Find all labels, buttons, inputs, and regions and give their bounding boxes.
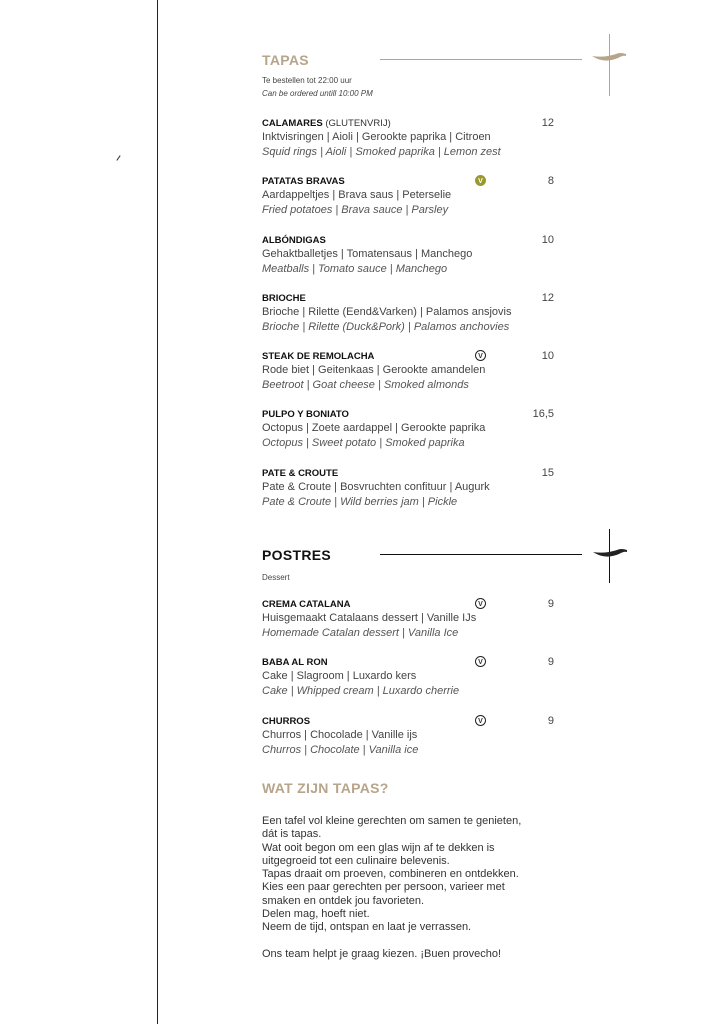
chili-pepper-icon — [591, 546, 631, 562]
item-name — [262, 234, 554, 247]
vegan-icon: V — [475, 175, 486, 186]
tapas-subtitle-nl: Te bestellen tot 22:00 uur — [262, 76, 352, 85]
menu-item — [262, 117, 554, 175]
item-description-nl: Pate & Croute | Bosvruchten confituur | Augurk — [262, 480, 490, 493]
item-price: 10 — [541, 233, 554, 246]
item-price: 16,5 — [532, 408, 554, 421]
about-line: Wat ooit begon om een glas wijn af te dekken is — [262, 841, 495, 854]
item-name-note: (GLUTENVRIJ) — [322, 118, 391, 129]
item-name-text: PATATAS BRAVAS — [262, 176, 345, 188]
item-description-nl: Rode biet | Geitenkaas | Gerookte amandelen — [262, 364, 486, 377]
tapas-title: TAPAS — [262, 52, 309, 68]
item-name — [262, 292, 554, 305]
item-price: 12 — [541, 291, 554, 304]
item-price: 9 — [547, 598, 554, 610]
item-name-text: CALAMARES — [262, 118, 323, 129]
item-description-en: Pate & Croute | Wild berries jam | Pickle — [262, 495, 458, 508]
item-name-text: PATE & CROUTE — [262, 467, 339, 479]
item-name-text: BRIOCHE — [262, 292, 306, 304]
menu-item — [262, 292, 554, 350]
item-price: 15 — [541, 466, 554, 479]
page-margin-line — [157, 0, 158, 1024]
item-name — [262, 598, 554, 611]
item-name-text: ALBÓNDIGAS — [262, 234, 326, 246]
menu-item — [262, 350, 554, 408]
item-description-nl: Churros | Chocolade | Vanille ijs — [262, 728, 418, 741]
item-description-en: Meatballs | Tomato sauce | Manchego — [262, 262, 448, 275]
about-line: smaken en ontdek jou favorieten. — [262, 894, 425, 907]
item-name — [262, 408, 554, 421]
item-description-en: Squid rings | Aioli | Smoked paprika | Lemon zest — [262, 146, 501, 158]
chili-pepper-icon — [590, 50, 630, 66]
about-line: Delen mag, hoeft niet. — [262, 908, 370, 921]
item-price: 10 — [541, 350, 554, 363]
menu-item — [262, 408, 554, 466]
item-price: 9 — [547, 656, 554, 669]
vegetarian-icon: V — [475, 715, 486, 726]
menu-item — [262, 656, 554, 714]
item-price: 12 — [541, 117, 554, 129]
about-line — [262, 935, 562, 948]
about-text — [262, 815, 562, 961]
item-name-text: PULPO Y BONIATO — [262, 409, 349, 421]
about-title: WAT ZIJN TAPAS? — [262, 780, 389, 796]
item-description-en: Churros | Chocolate | Vanilla ice — [262, 743, 419, 756]
about-line: dát is tapas. — [262, 828, 322, 841]
item-name — [262, 117, 554, 130]
item-description-en: Homemade Catalan dessert | Vanilla Ice — [262, 627, 459, 639]
item-name — [262, 656, 554, 669]
vegetarian-icon: V — [475, 598, 486, 609]
postres-title: POSTRES — [262, 547, 332, 563]
vegetarian-icon: V — [475, 656, 486, 667]
item-name-text: BABA AL RON — [262, 657, 328, 669]
item-description-nl: Huisgemaakt Catalaans dessert | Vanille IJs — [262, 612, 477, 624]
item-name — [262, 467, 554, 480]
item-price: 9 — [547, 714, 554, 727]
menu-item — [262, 715, 554, 773]
item-description-en: Cake | Whipped cream | Luxardo cherrie — [262, 685, 460, 698]
item-description-en: Brioche | Rilette (Duck&Pork) | Palamos anchovies — [262, 320, 510, 333]
item-description-nl: Inktvisringen | Aioli | Gerookte paprika | Citroen — [262, 131, 491, 143]
stray-mark — [116, 155, 120, 160]
vegetarian-icon: V — [475, 350, 486, 361]
item-name-text: CHURROS — [262, 715, 311, 727]
tapas-subtitle-en: Can be ordered untill 10:00 PM — [262, 89, 373, 98]
postres-divider — [380, 554, 582, 555]
item-name — [262, 350, 554, 363]
item-description-nl: Aardappeltjes | Brava saus | Peterselie — [262, 189, 452, 202]
about-line: Ons team helpt je graag kiezen. ¡Buen provecho! — [262, 947, 502, 960]
menu-item — [262, 598, 554, 656]
about-line: Kies een paar gerechten per persoon, varieer met — [262, 881, 505, 894]
tapas-subtitle — [262, 74, 373, 100]
item-name-text: STEAK DE REMOLACHA — [262, 351, 375, 363]
item-price: 8 — [547, 175, 554, 188]
item-description-nl: Cake | Slagroom | Luxardo kers — [262, 670, 417, 683]
tapas-divider — [380, 59, 582, 60]
item-name — [262, 175, 554, 188]
about-line: Neem de tijd, ontspan en laat je verrassen. — [262, 921, 472, 934]
menu-item — [262, 467, 554, 525]
menu-item — [262, 175, 554, 233]
about-line: Tapas draait om proeven, combineren en ontdekken. — [262, 868, 519, 881]
item-description-en: Octopus | Sweet potato | Smoked paprika — [262, 437, 465, 450]
tapas-list — [262, 117, 554, 525]
item-description-nl: Octopus | Zoete aardappel | Gerookte paprika — [262, 422, 486, 435]
postres-subtitle: Dessert — [262, 573, 290, 582]
postres-list — [262, 598, 554, 773]
item-name-text: CREMA CATALANA — [262, 599, 351, 610]
item-name — [262, 715, 554, 728]
item-description-en: Beetroot | Goat cheese | Smoked almonds — [262, 379, 469, 392]
menu-item — [262, 234, 554, 292]
item-description-nl: Gehaktballetjes | Tomatensaus | Manchego — [262, 247, 473, 260]
about-line: uitgegroeid tot een culinaire belevenis. — [262, 854, 450, 867]
item-description-en: Fried potatoes | Brava sauce | Parsley — [262, 204, 449, 217]
item-description-nl: Brioche | Rilette (Eend&Varken) | Palamos ansjovis — [262, 305, 512, 318]
about-line: Een tafel vol kleine gerechten om samen te genieten, — [262, 815, 522, 827]
